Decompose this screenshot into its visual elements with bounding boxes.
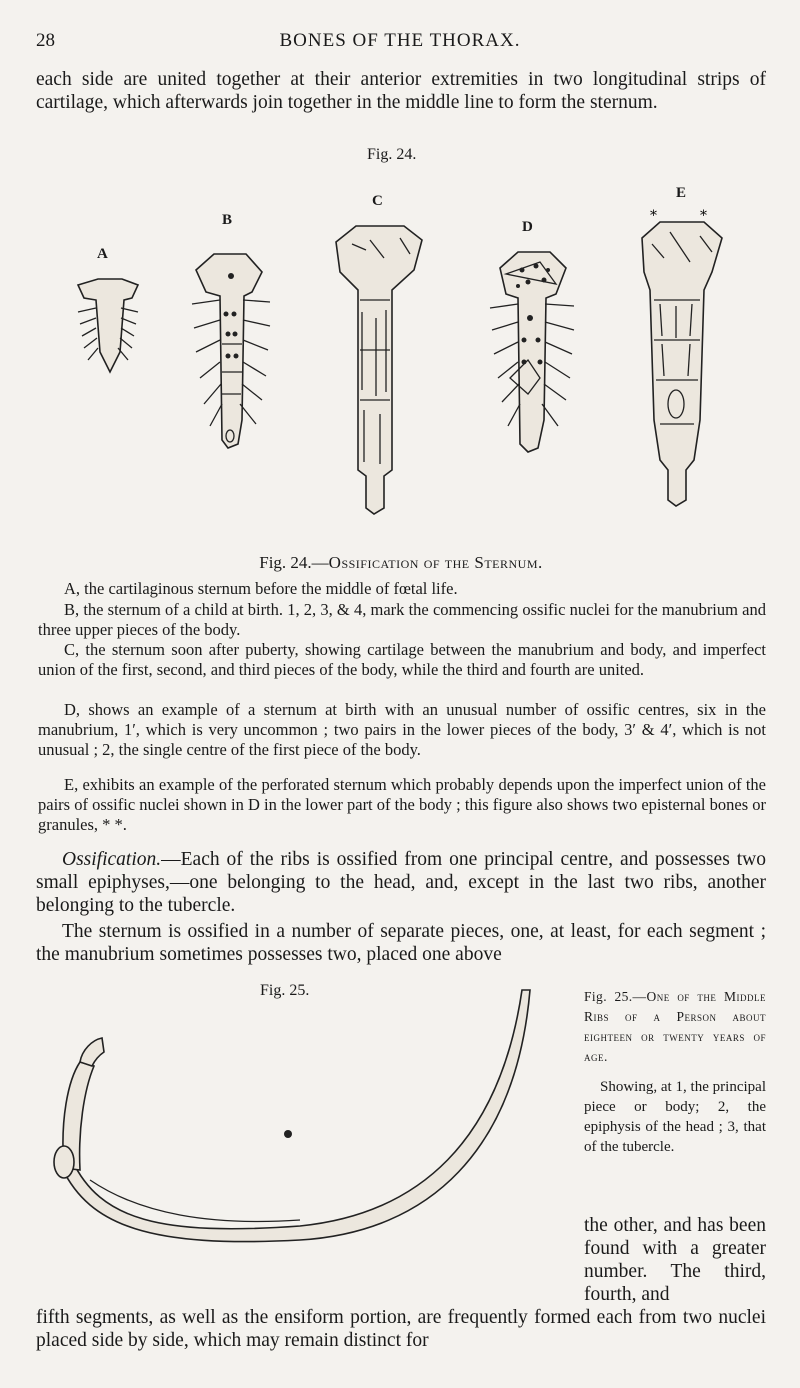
fig25-caption-title [584,987,766,1067]
fig24-desc-e: E, exhibits an example of the perforated sternum which probably depends upon the imperfect union of the pairs of ossific nuclei shown in D in the lower part of the body ; this figure also shows two episternal bones or granules, * *. [38,775,766,834]
fig24-letter-e: E [676,185,687,201]
svg-text:*: * [700,208,707,224]
fig25-caption-text: One of the Middle Ribs of a Person about eighteen or twenty years of age. [584,989,767,1064]
fig24-letter-a: A [97,246,108,262]
svg-text:*: * [650,208,657,224]
continuation-paragraph: fifth segments, as well as the ensiform portion, are frequently formed each from two nuclei placed side by side, which may remain distinct for [36,1307,766,1351]
fig24-caption-text: Ossification of the Sternum. [328,553,543,572]
fig25-caption-prefix: Fig. 25.— [584,989,647,1004]
fig24-letter-b: B [222,212,233,228]
intro-paragraph: each side are united together at their anterior extremities in two longitudinal strips of cartilage, which afterwards join together in the middle line to form the sternum. [36,69,766,113]
fig24-letter-d: D [522,219,533,235]
fig24-desc-b: B, the sternum of a child at birth. 1, 2, 3, & 4, mark the commencing ossific nuclei for the manubrium and three upper pieces of the body. [38,600,766,639]
page-number: 28 [36,30,55,51]
fig25-caption-body: Showing, at 1, the principal piece or body; 2, the epiphysis of the head ; 3, that of the tubercle. [584,1079,766,1155]
fig24-desc-d: D, shows an example of a sternum at birth with an unusual number of ossific centres, six in the manubrium, 1′, which is very uncommon ; two pairs in the lower pieces of the body, 3′ & 4′, which is not unusual ; 2, the single centre of the first piece of the body. [38,700,766,759]
fig24-desc-a: A, the cartilaginous sternum before the middle of fœtal life. [64,579,458,598]
fig25-caption [584,987,766,1157]
ossification-text: —Each of the ribs is ossified from one principal centre, and possesses two small epiphyses,—one belonging to the head, and, except in the last two ribs, another belonging to the tubercle. [36,849,766,916]
ossification-heading: Ossification. [62,849,162,870]
continuation-side-text: the other, and has been found with a greater number. The third, fourth, and [584,1215,766,1305]
fig24-caption-prefix: Fig. 24.— [259,553,329,572]
fig25-label: Fig. 25. [260,982,310,999]
fig24-letter-c: C [372,193,383,209]
fig24-label: Fig. 24. [367,146,417,163]
fig24-desc-c: C, the sternum soon after puberty, showing cartilage between the manubrium and body, and imperfect union of the first, second, and third pieces of the body, while the third and fourth are united. [38,640,766,679]
running-title: BONES OF THE THORAX. [279,30,521,51]
sternum-paragraph: The sternum is ossified in a number of separate pieces, one, at least, for each segment ; the manubrium sometimes possesses two, placed one above [36,921,766,965]
